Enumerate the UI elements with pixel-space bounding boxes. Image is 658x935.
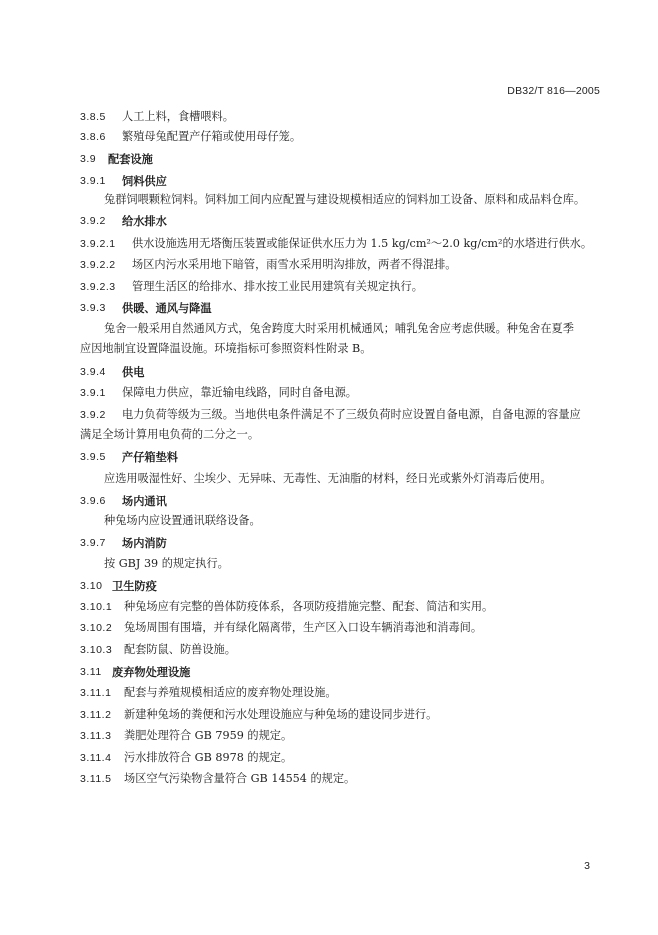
- page-number: 3: [584, 860, 590, 872]
- heading-text: 给水排水: [122, 214, 167, 228]
- clause-number: 3.10: [80, 580, 103, 592]
- clause-number: 3.8.6: [80, 131, 106, 143]
- clause-text: 管理生活区的给排水、排水按工业民用建筑有关规定执行。: [132, 280, 423, 293]
- clause-number: 3.9.2: [80, 409, 106, 421]
- clause-text: 场区空气污染物含量符合 GB 14554 的规定。: [124, 772, 356, 785]
- clause-text: 种兔场内应设置通讯联络设备。: [104, 514, 261, 527]
- clause-number: 3.11.3: [80, 730, 112, 742]
- clause-number: 3.11.4: [80, 752, 112, 764]
- clause-number: 3.10.1: [80, 601, 113, 613]
- clause-text: 人工上料，食槽喂料。: [122, 110, 234, 123]
- clause-number: 3.8.5: [80, 111, 106, 123]
- clause-number: 3.9.1: [80, 387, 106, 399]
- clause-text: 兔群饲喂颗粒饲料。饲料加工间内应配置与建设规模相适应的饲料加工设备、原料和成品料仓库。: [104, 193, 586, 206]
- clause-number: 3.9.5: [80, 451, 106, 463]
- clause-number: 3.10.2: [80, 622, 113, 634]
- clause-number: 3.9.1: [80, 175, 106, 187]
- clause-number: 3.9.7: [80, 537, 106, 549]
- clause-text: 粪肥处理符合 GB 7959 的规定。: [124, 729, 293, 742]
- clause-number: 3.9.2.1: [80, 238, 116, 250]
- clause-number: 3.9.2.3: [80, 281, 116, 293]
- clause-number: 3.9.3: [80, 302, 106, 314]
- clause-number: 3.9.4: [80, 366, 106, 378]
- clause-text: 种兔场应有完整的兽体防疫体系，各项防疫措施完整、配套、简洁和实用。: [124, 600, 494, 613]
- clause-text: 应选用吸湿性好、尘埃少、无异味、无毒性、无油脂的材料，经日光或紫外灯消毒后使用。: [104, 472, 552, 485]
- clause-number: 3.9.2: [80, 215, 106, 227]
- heading-text: 卫生防疫: [112, 579, 157, 593]
- clause-text: 供水设施选用无塔衡压装置或能保证供水压力为 1.5 kg/cm²～2.0 kg/cm²的水塔进行供水。: [132, 237, 593, 250]
- clause-text: 污水排放符合 GB 8978 的规定。: [124, 751, 293, 764]
- heading-text: 配套设施: [108, 152, 153, 166]
- clause-text: 兔场周围有围墙，并有绿化隔离带，生产区入口设车辆消毒池和消毒间。: [124, 621, 483, 634]
- clause-text: 保障电力供应，靠近输电线路，同时自备电源。: [122, 386, 357, 399]
- clause-text: 满足全场计算用电负荷的二分之一。: [80, 428, 260, 441]
- heading-text: 废弃物处理设施: [112, 665, 191, 679]
- document-code: DB32/T 816—2005: [507, 85, 600, 97]
- clause-text: 配套防鼠、防兽设施。: [124, 643, 236, 656]
- clause-text: 兔舍一般采用自然通风方式，兔舍跨度大时采用机械通风；哺乳兔舍应考虑供暖。种兔舍在夏季: [104, 322, 574, 335]
- clause-number: 3.9.6: [80, 495, 106, 507]
- clause-number: 3.9.2.2: [80, 259, 116, 271]
- clause-number: 3.11.2: [80, 709, 112, 721]
- heading-text: 饲料供应: [122, 174, 167, 188]
- heading-text: 场内通讯: [122, 494, 167, 508]
- clause-number: 3.10.3: [80, 644, 113, 656]
- clause-text: 场区内污水采用地下暗管，雨雪水采用明沟排放，两者不得混排。: [132, 258, 457, 271]
- heading-text: 场内消防: [122, 536, 167, 550]
- clause-number: 3.11.5: [80, 773, 112, 785]
- clause-number: 3.11.1: [80, 687, 112, 699]
- clause-text: 繁殖母兔配置产仔箱或使用母仔笼。: [122, 130, 302, 143]
- clause-text: 新建种兔场的粪便和污水处理设施应与种兔场的建设同步进行。: [124, 708, 438, 721]
- clause-number: 3.9: [80, 153, 97, 165]
- heading-text: 供电: [122, 365, 145, 379]
- heading-text: 产仔箱垫料: [122, 450, 178, 464]
- clause-text: 应因地制宜设置降温设施。环境指标可参照资料性附录 B。: [80, 342, 372, 355]
- clause-text: 按 GBJ 39 的规定执行。: [104, 557, 229, 570]
- heading-text: 供暖、通风与降温: [122, 301, 212, 315]
- clause-text: 电力负荷等级为三级。当地供电条件满足不了三级负荷时应设置自备电源，自备电源的容量应: [122, 408, 581, 421]
- clause-number: 3.11: [80, 666, 102, 678]
- clause-text: 配套与养殖规模相适应的废弃物处理设施。: [124, 686, 337, 699]
